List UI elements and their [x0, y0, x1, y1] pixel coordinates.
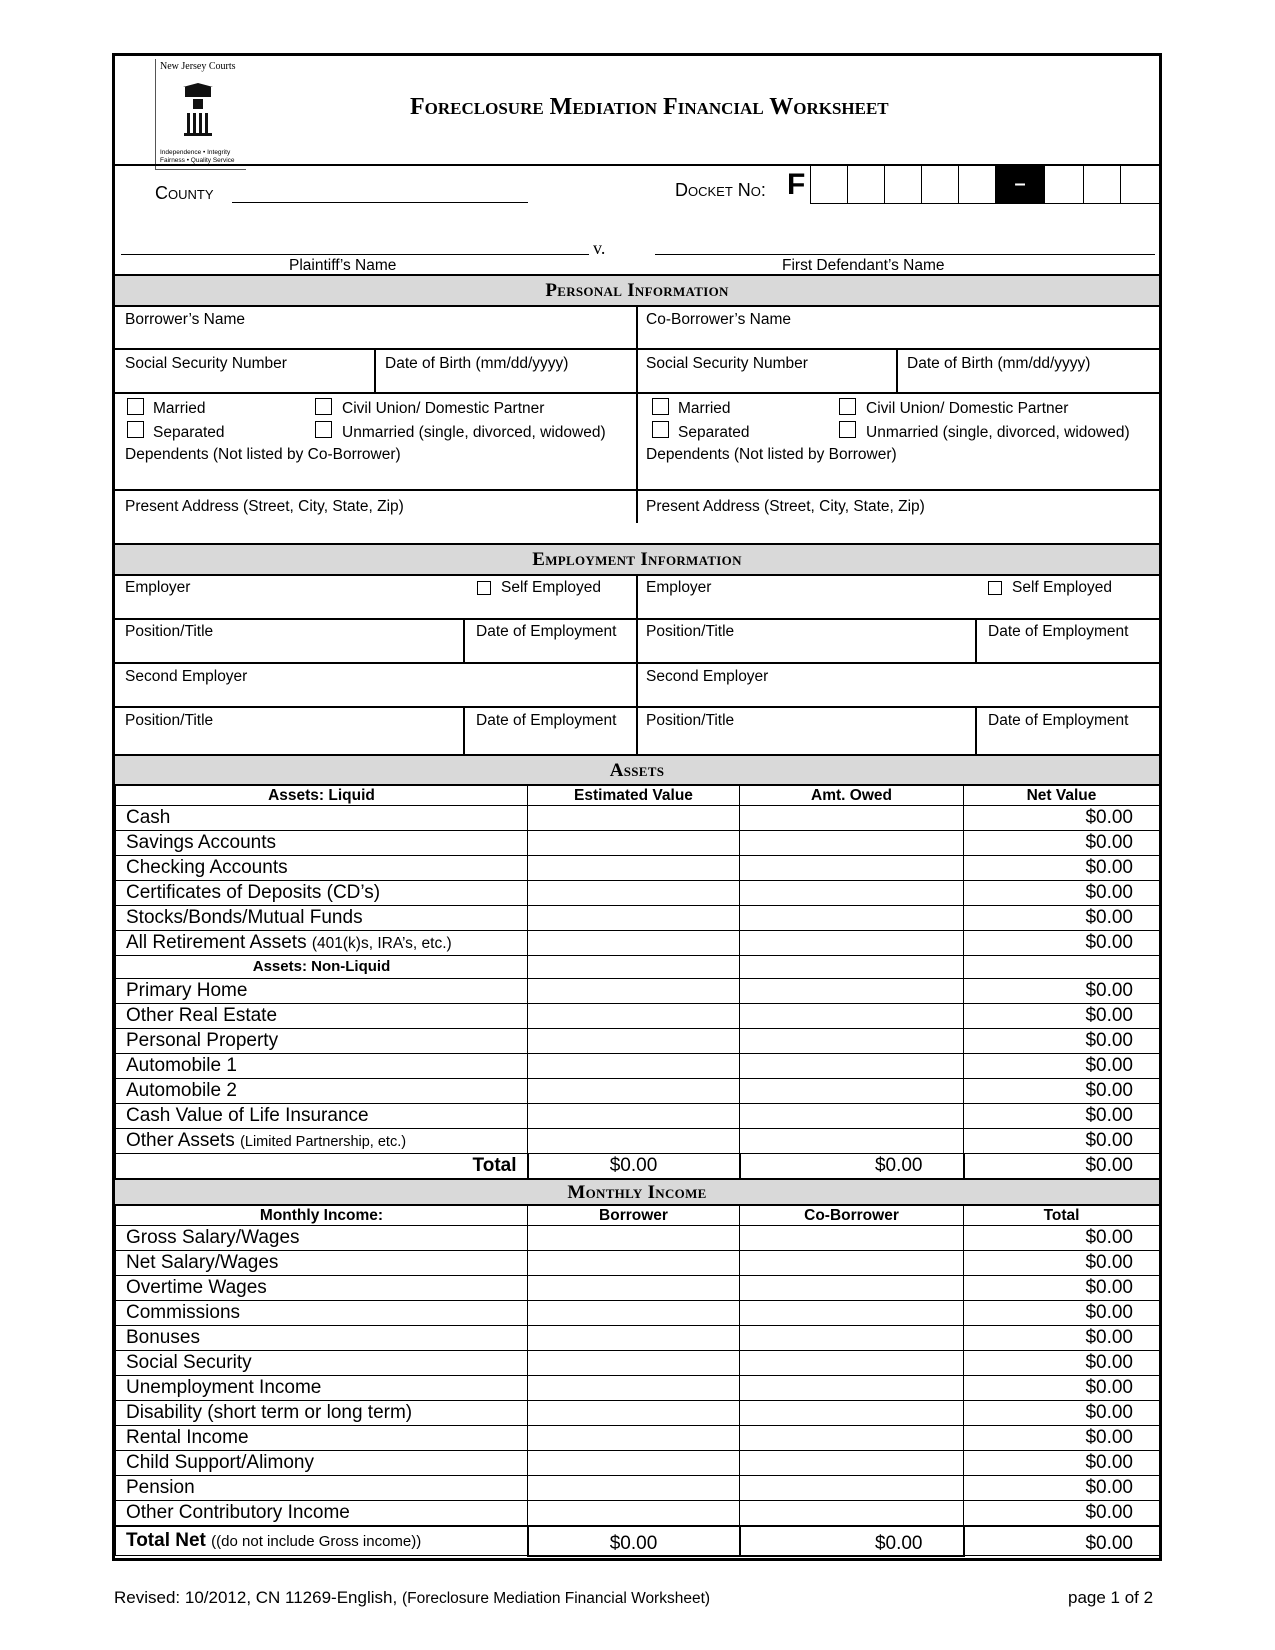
versus-text: v. [593, 238, 606, 258]
asset-label-note: (Limited Partnership, etc.) [240, 1133, 407, 1150]
amount-owed-header: Amt. Owed [740, 786, 964, 806]
coborrower-second-date-employment-label: Date of Employment [988, 712, 1129, 729]
table-row [116, 1451, 1160, 1476]
footer-form-name: (Foreclosure Mediation Financial Worksheet) [401, 1590, 711, 1607]
county-label: County [155, 183, 214, 203]
income-label: Net Salary/Wages [116, 1251, 528, 1276]
income-total-cell: $0.00 [964, 1251, 1160, 1276]
courthouse-seal-icon [181, 83, 215, 139]
income-total-total: $0.00 [964, 1526, 1160, 1556]
table-row [116, 1226, 1160, 1251]
coborrower-second-position-label: Position/Title [646, 712, 735, 729]
estimated-value-cell[interactable] [528, 1004, 740, 1029]
estimated-value-cell[interactable] [528, 979, 740, 1004]
asset-label: Automobile 2 [116, 1079, 528, 1104]
asset-label [116, 931, 528, 956]
monthly-income-header: Monthly Income [115, 1178, 1159, 1206]
net-value-cell: $0.00 [964, 1104, 1160, 1129]
coborrower-dob-label: Date of Birth (mm/dd/yyyy) [907, 355, 1091, 372]
asset-label: Automobile 1 [116, 1054, 528, 1079]
table-row [116, 1401, 1160, 1426]
footer-revised: Revised: 10/2012, CN 11269-English, [114, 1588, 398, 1607]
income-total-cell: $0.00 [964, 1226, 1160, 1251]
asset-label: Other Real Estate [116, 1004, 528, 1029]
estimated-value-header: Estimated Value [528, 786, 740, 806]
borrower-income-cell[interactable] [528, 1301, 740, 1326]
monthly-income-col-header: Monthly Income: [116, 1206, 528, 1226]
net-value-cell: $0.00 [964, 906, 1160, 931]
income-label: Overtime Wages [116, 1276, 528, 1301]
coborrower-separated-label: Separated [678, 424, 750, 441]
borrower-dob-label: Date of Birth (mm/dd/yyyy) [385, 355, 569, 372]
income-label: Unemployment Income [116, 1376, 528, 1401]
amount-owed-cell[interactable] [740, 1004, 964, 1029]
net-value-cell: $0.00 [964, 979, 1160, 1004]
asset-label-main: All Retirement Assets [126, 931, 307, 953]
docket-prefix: F [787, 168, 806, 201]
coborrower-date-employment-label: Date of Employment [988, 623, 1129, 640]
nonliquid-subheader-row [116, 956, 1160, 979]
table-row [116, 1129, 1160, 1154]
coborrower-income-cell[interactable] [740, 1401, 964, 1426]
borrower-married-label: Married [153, 400, 206, 417]
county-input[interactable] [232, 202, 528, 203]
coborrower-self-employed-label: Self Employed [1012, 579, 1112, 596]
table-row [116, 881, 1160, 906]
court-motto-1: Independence • Integrity [160, 149, 231, 156]
table-row [116, 1104, 1160, 1129]
worksheet-form [112, 53, 1162, 1561]
net-value-cell: $0.00 [964, 881, 1160, 906]
borrower-separated-checkbox[interactable] [127, 421, 144, 438]
borrower-income-cell[interactable] [528, 1276, 740, 1301]
income-label: Rental Income [116, 1426, 528, 1451]
coborrower-income-cell[interactable] [740, 1326, 964, 1351]
assets-total-estimated: $0.00 [528, 1154, 740, 1179]
net-value-cell: $0.00 [964, 1129, 1160, 1154]
coborrower-dependents-label: Dependents (Not listed by Borrower) [646, 446, 897, 463]
asset-label: Personal Property [116, 1029, 528, 1054]
footer-revision [114, 1588, 710, 1608]
coborrower-ssn-label: Social Security Number [646, 355, 808, 372]
amount-owed-cell[interactable] [740, 881, 964, 906]
coborrower-married-checkbox[interactable] [652, 398, 669, 415]
docket-label: Docket No: [675, 180, 766, 200]
assets-header: Assets [115, 754, 1159, 786]
table-row [116, 906, 1160, 931]
income-label: Commissions [116, 1301, 528, 1326]
net-value-cell: $0.00 [964, 931, 1160, 956]
income-label: Social Security [116, 1351, 528, 1376]
asset-label: Savings Accounts [116, 831, 528, 856]
coborrower-position-label: Position/Title [646, 623, 735, 640]
coborrower-income-cell[interactable] [740, 1376, 964, 1401]
income-total-label: Total Net [126, 1529, 206, 1551]
asset-label: Cash [116, 806, 528, 831]
amount-owed-cell[interactable] [740, 831, 964, 856]
table-row [116, 831, 1160, 856]
net-value-cell: $0.00 [964, 806, 1160, 831]
net-value-cell: $0.00 [964, 1054, 1160, 1079]
borrower-income-cell[interactable] [528, 1226, 740, 1251]
asset-label: Stocks/Bonds/Mutual Funds [116, 906, 528, 931]
defendant-label: First Defendant’s Name [782, 257, 945, 274]
income-total-cell: $0.00 [964, 1501, 1160, 1527]
table-row [116, 1476, 1160, 1501]
coborrower-income-cell[interactable] [740, 1351, 964, 1376]
borrower-employer-label: Employer [125, 579, 191, 596]
income-total-label-cell: Total Net ((do not include Gross income)) [116, 1526, 528, 1556]
estimated-value-cell[interactable] [528, 881, 740, 906]
docket-number-boxes[interactable] [810, 166, 1160, 204]
assets-header-row [116, 786, 1160, 806]
table-row [116, 1326, 1160, 1351]
table-row [116, 1501, 1160, 1527]
net-value-cell: $0.00 [964, 1004, 1160, 1029]
income-total-coborrower: $0.00 [740, 1526, 964, 1556]
table-row [116, 979, 1160, 1004]
estimated-value-cell[interactable] [528, 831, 740, 856]
borrower-income-cell[interactable] [528, 1426, 740, 1451]
income-label: Disability (short term or long term) [116, 1401, 528, 1426]
docket-dash: – [995, 166, 1045, 203]
coborrower-income-cell[interactable] [740, 1251, 964, 1276]
borrower-name-label: Borrower’s Name [125, 311, 246, 328]
income-total-cell: $0.00 [964, 1476, 1160, 1501]
estimated-value-cell[interactable] [528, 1129, 740, 1154]
assets-table [115, 785, 1160, 1179]
asset-label [116, 1129, 528, 1154]
asset-label: Cash Value of Life Insurance [116, 1104, 528, 1129]
borrower-unmarried-checkbox[interactable] [315, 421, 332, 438]
income-total-cell: $0.00 [964, 1451, 1160, 1476]
personal-information-header: Personal Information [115, 274, 1159, 307]
coborrower-self-employed-checkbox[interactable] [988, 581, 1002, 595]
borrower-income-cell[interactable] [528, 1476, 740, 1501]
coborrower-civil-union-label: Civil Union/ Domestic Partner [866, 400, 1069, 417]
borrower-income-cell[interactable] [528, 1451, 740, 1476]
total-col-header: Total [964, 1206, 1160, 1226]
asset-label-note: (401(k)s, IRA’s, etc.) [311, 934, 452, 952]
coborrower-second-employer-label: Second Employer [646, 668, 769, 685]
coborrower-income-cell[interactable] [740, 1476, 964, 1501]
coborrower-income-cell[interactable] [740, 1226, 964, 1251]
borrower-col-header: Borrower [528, 1206, 740, 1226]
amount-owed-cell[interactable] [740, 856, 964, 881]
coborrower-income-cell[interactable] [740, 1426, 964, 1451]
coborrower-unmarried-checkbox[interactable] [839, 421, 856, 438]
plaintiff-label: Plaintiff’s Name [289, 257, 397, 274]
income-label: Other Contributory Income [116, 1501, 528, 1527]
estimated-value-cell[interactable] [528, 1079, 740, 1104]
coborrower-civil-union-checkbox[interactable] [839, 398, 856, 415]
income-label: Pension [116, 1476, 528, 1501]
estimated-value-cell[interactable] [528, 1104, 740, 1129]
coborrower-income-cell[interactable] [740, 1501, 964, 1527]
amount-owed-cell[interactable] [740, 906, 964, 931]
income-total-borrower: $0.00 [528, 1526, 740, 1556]
assets-total-label: Total [116, 1154, 528, 1179]
court-motto-2: Fairness • Quality Service [160, 157, 235, 164]
coborrower-address-label: Present Address (Street, City, State, Zip) [646, 498, 925, 515]
borrower-ssn-label: Social Security Number [125, 355, 287, 372]
borrower-self-employed-label: Self Employed [501, 579, 601, 596]
borrower-income-cell[interactable] [528, 1501, 740, 1527]
plaintiff-name-input[interactable] [121, 254, 589, 255]
income-total-cell: $0.00 [964, 1426, 1160, 1451]
amount-owed-cell[interactable] [740, 1054, 964, 1079]
coborrower-income-cell[interactable] [740, 1301, 964, 1326]
borrower-civil-union-checkbox[interactable] [315, 398, 332, 415]
borrower-dependents-label: Dependents (Not listed by Co-Borrower) [125, 446, 401, 463]
amount-owed-cell[interactable] [740, 979, 964, 1004]
income-header-row [116, 1206, 1160, 1226]
income-total-cell: $0.00 [964, 1326, 1160, 1351]
coborrower-employer-label: Employer [646, 579, 712, 596]
borrower-position-label: Position/Title [125, 623, 214, 640]
borrower-married-checkbox[interactable] [127, 398, 144, 415]
asset-label: Primary Home [116, 979, 528, 1004]
coborrower-unmarried-label: Unmarried (single, divorced, widowed) [866, 424, 1130, 441]
assets-total-owed: $0.00 [740, 1154, 964, 1179]
nj-courts-logo [155, 59, 246, 170]
income-total-note: (do not include Gross income) [216, 1532, 417, 1550]
employment-information-header: Employment Information [115, 543, 1159, 576]
borrower-income-cell[interactable] [528, 1351, 740, 1376]
table-row [116, 1301, 1160, 1326]
defendant-name-input[interactable] [655, 254, 1155, 255]
table-row [116, 1079, 1160, 1104]
assets-liquid-header: Assets: Liquid [116, 786, 528, 806]
income-total-cell: $0.00 [964, 1376, 1160, 1401]
net-value-header: Net Value [964, 786, 1160, 806]
table-row [116, 806, 1160, 831]
form-title: Foreclosure Mediation Financial Worksheet [410, 94, 889, 120]
borrower-income-cell[interactable] [528, 1401, 740, 1426]
borrower-income-cell[interactable] [528, 1251, 740, 1276]
coborrower-name-label: Co-Borrower’s Name [646, 311, 791, 328]
court-name: New Jersey Courts [160, 61, 236, 72]
borrower-separated-label: Separated [153, 424, 225, 441]
page-number: page 1 of 2 [1068, 1588, 1154, 1607]
coborrower-income-cell[interactable] [740, 1451, 964, 1476]
amount-owed-cell[interactable] [740, 931, 964, 956]
borrower-self-employed-checkbox[interactable] [477, 581, 491, 595]
estimated-value-cell[interactable] [528, 856, 740, 881]
income-total-cell: $0.00 [964, 1301, 1160, 1326]
borrower-address-label: Present Address (Street, City, State, Zip) [125, 498, 404, 515]
table-row [116, 1276, 1160, 1301]
borrower-unmarried-label: Unmarried (single, divorced, widowed) [342, 424, 606, 441]
asset-label-main: Other Assets [126, 1129, 235, 1151]
net-value-cell: $0.00 [964, 1029, 1160, 1054]
table-row [116, 1251, 1160, 1276]
borrower-second-date-employment-label: Date of Employment [476, 712, 617, 729]
borrower-income-cell[interactable] [528, 1326, 740, 1351]
coborrower-income-cell[interactable] [740, 1276, 964, 1301]
nonliquid-header: Assets: Non-Liquid [116, 956, 528, 979]
amount-owed-cell[interactable] [740, 1029, 964, 1054]
table-row [116, 931, 1160, 956]
net-value-cell: $0.00 [964, 856, 1160, 881]
amount-owed-cell[interactable] [740, 806, 964, 831]
income-label: Bonuses [116, 1326, 528, 1351]
borrower-second-position-label: Position/Title [125, 712, 214, 729]
income-total-cell: $0.00 [964, 1401, 1160, 1426]
coborrower-separated-checkbox[interactable] [652, 421, 669, 438]
amount-owed-cell[interactable] [740, 1079, 964, 1104]
estimated-value-cell[interactable] [528, 931, 740, 956]
assets-total-row [116, 1154, 1160, 1179]
borrower-income-cell[interactable] [528, 1376, 740, 1401]
estimated-value-cell[interactable] [528, 1054, 740, 1079]
borrower-civil-union-label: Civil Union/ Domestic Partner [342, 400, 545, 417]
table-row [116, 1351, 1160, 1376]
net-value-cell: $0.00 [964, 1079, 1160, 1104]
income-total-cell: $0.00 [964, 1276, 1160, 1301]
income-label: Child Support/Alimony [116, 1451, 528, 1476]
estimated-value-cell[interactable] [528, 906, 740, 931]
coborrower-married-label: Married [678, 400, 731, 417]
net-value-cell: $0.00 [964, 831, 1160, 856]
table-row [116, 1376, 1160, 1401]
income-table [115, 1205, 1160, 1557]
estimated-value-cell[interactable] [528, 806, 740, 831]
borrower-date-employment-label: Date of Employment [476, 623, 617, 640]
table-row [116, 1029, 1160, 1054]
borrower-second-employer-label: Second Employer [125, 668, 248, 685]
table-row [116, 1054, 1160, 1079]
income-label: Gross Salary/Wages [116, 1226, 528, 1251]
estimated-value-cell[interactable] [528, 1029, 740, 1054]
coborrower-col-header: Co-Borrower [740, 1206, 964, 1226]
income-total-row [116, 1526, 1160, 1556]
income-total-cell: $0.00 [964, 1351, 1160, 1376]
table-row [116, 1004, 1160, 1029]
asset-label: Certificates of Deposits (CD’s) [116, 881, 528, 906]
table-row [116, 1426, 1160, 1451]
asset-label: Checking Accounts [116, 856, 528, 881]
table-row [116, 856, 1160, 881]
assets-total-net: $0.00 [964, 1154, 1160, 1179]
amount-owed-cell[interactable] [740, 1129, 964, 1154]
amount-owed-cell[interactable] [740, 1104, 964, 1129]
